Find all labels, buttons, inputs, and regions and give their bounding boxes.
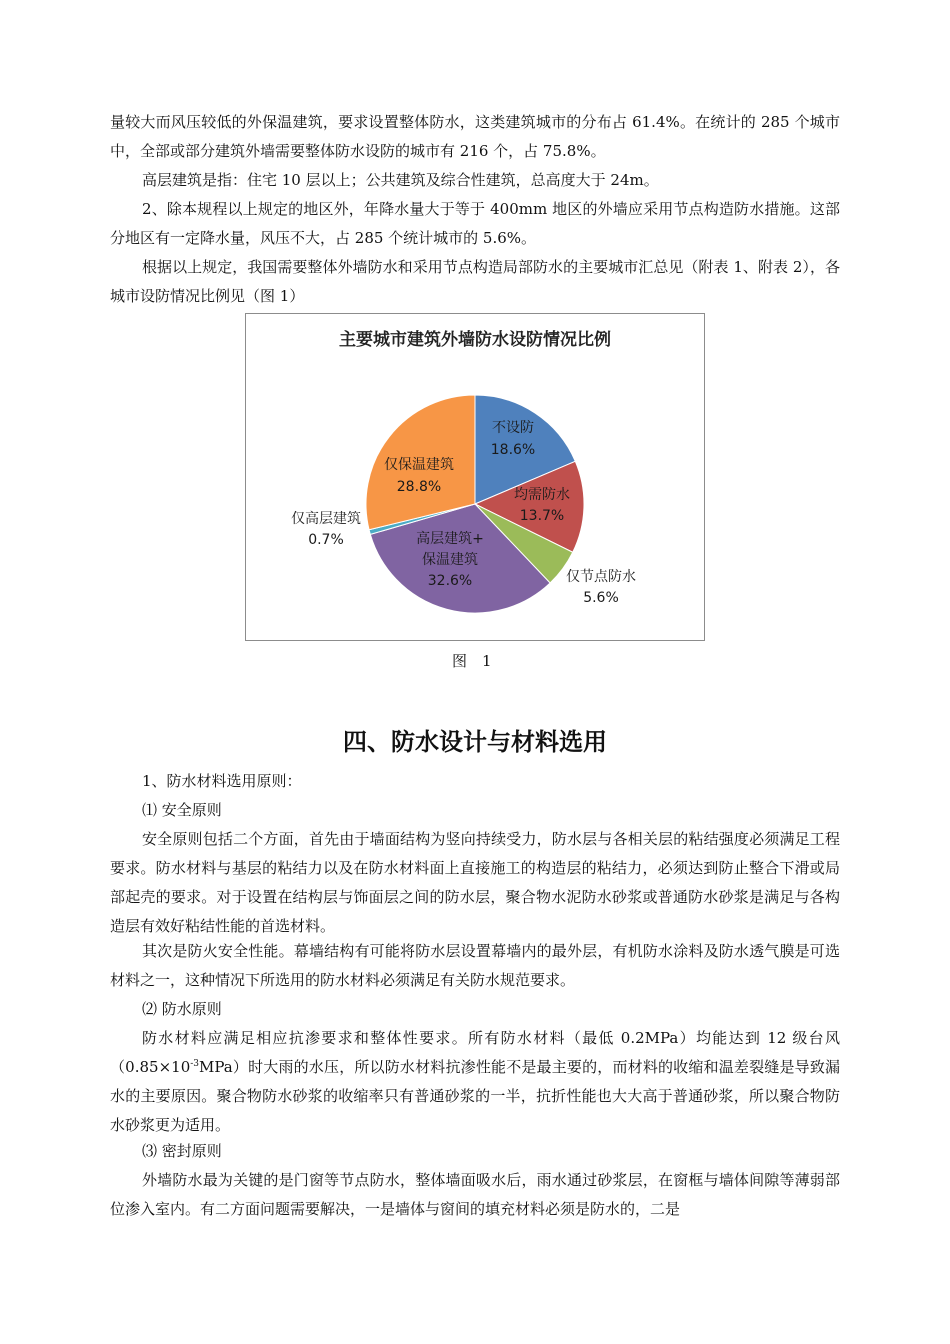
slice-value-label-6: 28.8%	[396, 479, 442, 495]
slice-name-label-5: 仅高层建筑	[291, 511, 361, 527]
paragraph-safety-2: 其次是防火安全性能。幕墙结构有可能将防水层设置幕墙内的最外层，有机防水涂料及防水透气膜是可选材料之一，这种情况下所选用的防水材料必须满足有关防水规范要求。	[110, 942, 840, 989]
paragraph-waterproof	[110, 1024, 840, 1140]
paragraph-summary: 根据以上规定，我国需要整体外墙防水和采用节点构造局部防水的主要城市汇总见（附表 1、附表 2），各城市设防情况比例见（图 1）	[110, 258, 840, 305]
sub-heading-safety: ⑴ 安全原则	[142, 801, 222, 819]
slice-value-label-2: 13.7%	[519, 508, 565, 524]
slice-name-label-4: 高层建筑+	[416, 531, 484, 547]
paragraph-seal: 外墙防水最为关键的是门窗等节点防水，整体墙面吸水后，雨水通过砂浆层，在窗框与墙体间隙等薄弱部位渗入室内。有二方面问题需要解决，一是墙体与窗间的填充材料必须是防水的，二是	[110, 1171, 840, 1218]
paragraph-rule-2: 2、除本规程以上规定的地区外，年降水量大于等于 400mm 地区的外墙应采用节点构造防水措施。这部分地区有一定降水量，风压不大，占 285 个统计城市的 5.6%。	[110, 200, 840, 247]
paragraph-waterproof-part2: MPa）时大雨的水压，所以防水材料抗渗性能不是最主要的，而材料的收缩和温差裂缝是导致漏水的主要原因。聚合物防水砂浆的收缩率只有普通砂浆的一半，抗折性能也大大高于普通砂浆，所以聚合物防水砂浆更为适用。	[110, 1058, 840, 1134]
paragraph-waterproof-part1: 防水材料应满足相应抗渗要求和整体性要求。所有防水材料（最低 0.2MPa）均能达到 12 级台风（0.85×10	[110, 1029, 840, 1076]
pie-chart-svg	[246, 314, 704, 640]
section-title: 四、防水设计与材料选用	[343, 727, 607, 756]
figure-caption: 图 1	[452, 652, 492, 670]
paragraph-intro: 量较大而风压较低的外保温建筑，要求设置整体防水，这类建筑城市的分布占 61.4%。在统计的 285 个城市中，全部或部分建筑外墙需要整体防水设防的城市有 216 个，占 75.8%。	[110, 113, 840, 160]
slice-value-label-5: 0.7%	[308, 532, 344, 548]
paragraph-safety-1: 安全原则包括二个方面，首先由于墙面结构为竖向持续受力，防水层与各相关层的粘结强度必须满足工程要求。防水材料与基层的粘结力以及在防水材料面上直接施工的构造层的粘结力，必须达到防止整合下滑或局部起壳的要求。对于设置在结构层与饰面层之间的防水层，聚合物水泥防水砂浆或普通防水砂浆是满足与各构造层有效好粘结性能的首选材料。	[110, 830, 840, 935]
pie-chart	[245, 313, 705, 641]
slice-name-label-2: 均需防水	[514, 487, 570, 503]
slice-value-label-1: 18.6%	[490, 442, 536, 458]
slice-value-label-4: 32.6%	[427, 573, 473, 589]
slice-name-label-6: 仅保温建筑	[384, 457, 454, 473]
item-material-principles: 1、防水材料选用原则：	[142, 772, 302, 790]
slice-value-label-3: 5.6%	[583, 590, 619, 606]
slice-name-label-3: 仅节点防水	[566, 569, 636, 585]
exponent: -3	[190, 1059, 200, 1069]
slice-name-label-4: 保温建筑	[422, 552, 478, 568]
slice-name-label-1: 不设防	[492, 420, 534, 436]
sub-heading-seal: ⑶ 密封原则	[142, 1142, 222, 1160]
chart-title: 主要城市建筑外墙防水设防情况比例	[339, 330, 611, 350]
paragraph-high-rise-definition: 高层建筑是指：住宅 10 层以上；公共建筑及综合性建筑，总高度大于 24m。	[142, 171, 659, 189]
sub-heading-waterproof: ⑵ 防水原则	[142, 1000, 222, 1018]
